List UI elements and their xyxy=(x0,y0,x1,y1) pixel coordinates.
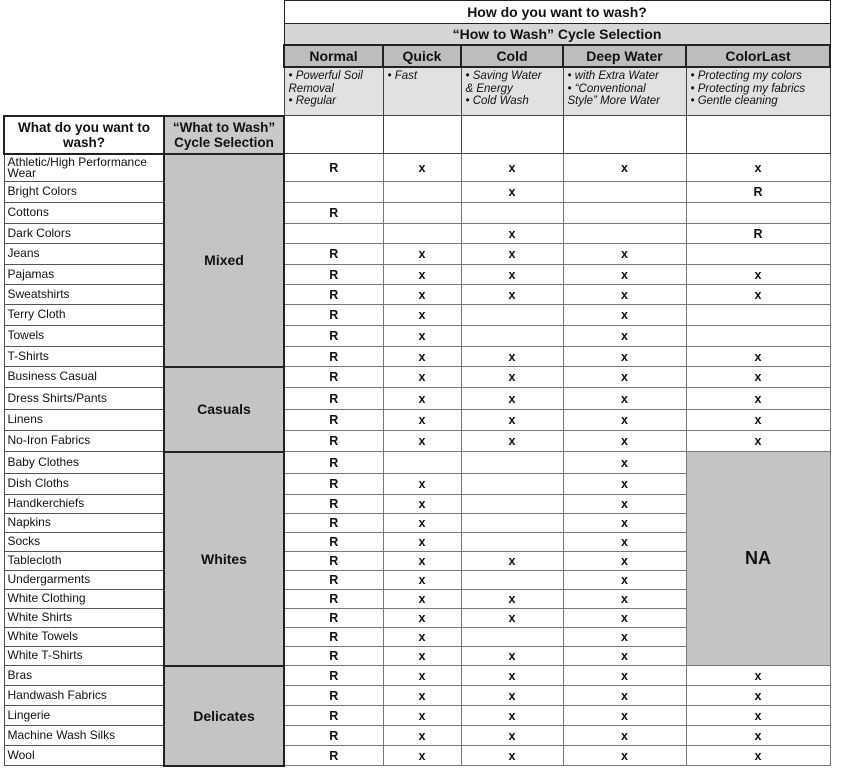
mark-cell: x xyxy=(563,533,686,552)
mark-cell: x xyxy=(686,431,830,452)
item-label: Napkins xyxy=(4,514,164,533)
mark-cell: x xyxy=(383,590,461,609)
item-label: Dress Shirts/Pants xyxy=(4,388,164,410)
mark-cell: x xyxy=(461,746,563,766)
mark-cell xyxy=(383,182,461,203)
mark-cell: x xyxy=(461,726,563,746)
mark-cell: x xyxy=(461,706,563,726)
table-row xyxy=(4,452,830,474)
mark-cell: x xyxy=(461,552,563,571)
mark-cell: x xyxy=(563,609,686,628)
item-label: Linens xyxy=(4,410,164,431)
mark-cell xyxy=(284,182,383,203)
cycle-description-line: Style” More Water xyxy=(567,95,660,107)
mark-cell: x xyxy=(686,285,830,305)
mark-cell: x xyxy=(383,533,461,552)
item-label: White T-Shirts xyxy=(4,647,164,666)
mark-cell: x xyxy=(461,686,563,706)
group-delicates: Delicates xyxy=(164,666,284,766)
table-row xyxy=(4,244,830,265)
cycle-description xyxy=(461,67,563,116)
mark-cell: R xyxy=(284,285,383,305)
item-label: Undergarments xyxy=(4,571,164,590)
mark-cell: x xyxy=(686,265,830,285)
mark-cell: x xyxy=(461,347,563,367)
cycle-header-colorlast: ColorLast xyxy=(686,45,830,67)
mark-cell: x xyxy=(563,285,686,305)
mark-cell: x xyxy=(461,590,563,609)
table-row xyxy=(4,285,830,305)
item-label: Socks xyxy=(4,533,164,552)
blank-cell xyxy=(284,116,383,154)
mark-cell: R xyxy=(284,726,383,746)
mark-cell: x xyxy=(563,706,686,726)
item-label: Baby Clothes xyxy=(4,452,164,474)
item-label: Machine Wash Silks xyxy=(4,726,164,746)
mark-cell xyxy=(461,514,563,533)
mark-cell xyxy=(461,326,563,347)
mark-cell: R xyxy=(284,410,383,431)
cycle-description xyxy=(383,67,461,116)
mark-cell: x xyxy=(563,514,686,533)
group-casuals: Casuals xyxy=(164,367,284,452)
item-label: White Towels xyxy=(4,628,164,647)
mark-cell: x xyxy=(461,244,563,265)
item-label: Dark Colors xyxy=(4,224,164,244)
mark-cell xyxy=(461,533,563,552)
item-label: Towels xyxy=(4,326,164,347)
mark-cell: R xyxy=(284,347,383,367)
mark-cell: R xyxy=(284,388,383,410)
mark-cell xyxy=(284,224,383,244)
item-label: Bras xyxy=(4,666,164,686)
mark-cell: x xyxy=(461,285,563,305)
mark-cell: x xyxy=(461,367,563,388)
item-label: T-Shirts xyxy=(4,347,164,367)
mark-cell: x xyxy=(383,746,461,766)
cycle-description-line: • with Extra Water xyxy=(567,70,659,82)
mark-cell xyxy=(686,244,830,265)
item-label: Bright Colors xyxy=(4,182,164,203)
mark-cell: x xyxy=(383,388,461,410)
mark-cell: x xyxy=(383,305,461,326)
mark-cell: x xyxy=(383,431,461,452)
mark-cell: x xyxy=(461,410,563,431)
mark-cell: x xyxy=(383,571,461,590)
item-label: Pajamas xyxy=(4,265,164,285)
cycle-description-line: • Powerful Soil xyxy=(288,70,363,82)
mark-cell: x xyxy=(461,431,563,452)
mark-cell: x xyxy=(686,410,830,431)
mark-cell: x xyxy=(563,410,686,431)
mark-cell: R xyxy=(686,182,830,203)
mark-cell: x xyxy=(383,726,461,746)
blank-cell xyxy=(383,116,461,154)
item-label: Athletic/High Performance Wear xyxy=(4,154,164,182)
mark-cell: x xyxy=(383,514,461,533)
table-row xyxy=(4,666,830,686)
table-row xyxy=(4,410,830,431)
mark-cell: x xyxy=(383,686,461,706)
mark-cell: R xyxy=(284,367,383,388)
table-row xyxy=(4,224,830,244)
item-label: Sweatshirts xyxy=(4,285,164,305)
table-row xyxy=(4,326,830,347)
mark-cell: x xyxy=(686,706,830,726)
mark-cell: x xyxy=(563,388,686,410)
mark-cell xyxy=(686,305,830,326)
cycle-description-line: • Cold Wash xyxy=(465,95,529,107)
mark-cell: R xyxy=(284,452,383,474)
mark-cell: x xyxy=(383,706,461,726)
item-label: Cottons xyxy=(4,203,164,224)
mark-cell: R xyxy=(686,224,830,244)
mark-cell: x xyxy=(461,182,563,203)
mark-cell: x xyxy=(563,347,686,367)
mark-cell xyxy=(563,182,686,203)
mark-cell xyxy=(461,571,563,590)
mark-cell: x xyxy=(383,552,461,571)
mark-cell: x xyxy=(383,326,461,347)
mark-cell xyxy=(461,305,563,326)
item-label: No-Iron Fabrics xyxy=(4,431,164,452)
mark-cell xyxy=(383,203,461,224)
mark-cell: x xyxy=(383,628,461,647)
mark-cell xyxy=(686,203,830,224)
table-row xyxy=(4,706,830,726)
mark-cell: R xyxy=(284,514,383,533)
item-label: Business Casual xyxy=(4,367,164,388)
mark-cell: R xyxy=(284,746,383,766)
mark-cell: x xyxy=(563,495,686,514)
mark-cell: R xyxy=(284,305,383,326)
table-row xyxy=(4,431,830,452)
mark-cell: x xyxy=(563,305,686,326)
mark-cell xyxy=(461,452,563,474)
mark-cell: x xyxy=(563,367,686,388)
mark-cell xyxy=(461,474,563,495)
mark-cell: x xyxy=(563,628,686,647)
cycle-description-line: & Energy xyxy=(465,82,513,95)
table-row xyxy=(4,305,830,326)
table-row xyxy=(4,686,830,706)
mark-cell xyxy=(461,203,563,224)
mark-cell: x xyxy=(686,726,830,746)
table-row xyxy=(4,203,830,224)
mark-cell: R xyxy=(284,533,383,552)
mark-cell: x xyxy=(563,154,686,182)
cycle-description-line: • “Conventional xyxy=(567,82,646,95)
mark-cell: x xyxy=(461,154,563,182)
table-row xyxy=(4,347,830,367)
mark-cell: R xyxy=(284,244,383,265)
cycle-description-line: • Gentle cleaning xyxy=(690,95,778,107)
mark-cell: R xyxy=(284,609,383,628)
mark-cell xyxy=(383,224,461,244)
mark-cell: x xyxy=(383,474,461,495)
mark-cell: x xyxy=(563,746,686,766)
mark-cell: x xyxy=(563,726,686,746)
cycle-description xyxy=(686,67,830,116)
table-row xyxy=(4,154,830,182)
item-label: White Clothing xyxy=(4,590,164,609)
blank-cell xyxy=(686,116,830,154)
mark-cell: x xyxy=(461,609,563,628)
cycle-description xyxy=(563,67,686,116)
cycle-header-cold: Cold xyxy=(461,45,563,67)
mark-cell: x xyxy=(461,388,563,410)
how-header: How do you want to wash? xyxy=(284,1,830,24)
how-sub-header: “How to Wash” Cycle Selection xyxy=(284,24,830,46)
item-label: Handwash Fabrics xyxy=(4,686,164,706)
mark-cell: x xyxy=(563,666,686,686)
mark-cell: x xyxy=(686,666,830,686)
mark-cell xyxy=(383,452,461,474)
cycle-description-line: • Protecting my colors xyxy=(690,70,802,82)
mark-cell: x xyxy=(383,347,461,367)
mark-cell xyxy=(461,628,563,647)
mark-cell: R xyxy=(284,647,383,666)
mark-cell: x xyxy=(563,265,686,285)
mark-cell: x xyxy=(461,224,563,244)
mark-cell: R xyxy=(284,154,383,182)
mark-cell: R xyxy=(284,474,383,495)
mark-cell: x xyxy=(686,388,830,410)
mark-cell: x xyxy=(563,590,686,609)
cycle-header-deep-water: Deep Water xyxy=(563,45,686,67)
table-row xyxy=(4,746,830,766)
mark-cell: R xyxy=(284,686,383,706)
mark-cell: x xyxy=(383,410,461,431)
mark-cell: x xyxy=(383,244,461,265)
mark-cell: x xyxy=(563,452,686,474)
what-sub-header: “What to Wash” Cycle Selection xyxy=(164,116,284,154)
cycle-description-line: • Fast xyxy=(387,70,418,82)
mark-cell: x xyxy=(686,154,830,182)
mark-cell: x xyxy=(563,552,686,571)
mark-cell: x xyxy=(563,474,686,495)
item-label: Handkerchiefs xyxy=(4,495,164,514)
mark-cell: x xyxy=(383,285,461,305)
blank-cell xyxy=(461,116,563,154)
mark-cell: x xyxy=(461,666,563,686)
mark-cell: x xyxy=(383,367,461,388)
cycle-header-quick: Quick xyxy=(383,45,461,67)
mark-cell xyxy=(461,495,563,514)
item-label: Lingerie xyxy=(4,706,164,726)
cycle-description-line: • Regular xyxy=(288,95,336,107)
table-row xyxy=(4,726,830,746)
mark-cell: x xyxy=(383,495,461,514)
mark-cell xyxy=(686,326,830,347)
what-header: What do you want to wash? xyxy=(4,116,164,154)
mark-cell: x xyxy=(686,686,830,706)
mark-cell: x xyxy=(383,609,461,628)
table-row xyxy=(4,182,830,203)
group-mixed: Mixed xyxy=(164,154,284,367)
cycle-header-normal: Normal xyxy=(284,45,383,67)
blank-cell xyxy=(563,116,686,154)
table-row xyxy=(4,367,830,388)
mark-cell: R xyxy=(284,431,383,452)
mark-cell: R xyxy=(284,326,383,347)
item-label: Dish Cloths xyxy=(4,474,164,495)
mark-cell: x xyxy=(461,265,563,285)
item-label: Wool xyxy=(4,746,164,766)
table-row xyxy=(4,265,830,285)
mark-cell xyxy=(563,224,686,244)
mark-cell: x xyxy=(383,265,461,285)
mark-cell: R xyxy=(284,706,383,726)
mark-cell: x xyxy=(563,431,686,452)
mark-cell: R xyxy=(284,265,383,285)
table-row xyxy=(4,388,830,410)
mark-cell: x xyxy=(686,746,830,766)
mark-cell: x xyxy=(563,647,686,666)
cycle-description xyxy=(284,67,383,116)
mark-cell: x xyxy=(563,244,686,265)
mark-cell: R xyxy=(284,666,383,686)
mark-cell: x xyxy=(383,666,461,686)
cycle-selection-table xyxy=(3,0,831,767)
mark-cell: x xyxy=(563,571,686,590)
mark-cell: R xyxy=(284,495,383,514)
mark-cell: R xyxy=(284,203,383,224)
item-label: Tablecloth xyxy=(4,552,164,571)
mark-cell: x xyxy=(686,347,830,367)
mark-cell: x xyxy=(383,647,461,666)
colorlast-na-block: NA xyxy=(686,452,830,666)
mark-cell: R xyxy=(284,590,383,609)
mark-cell: x xyxy=(686,367,830,388)
mark-cell: x xyxy=(563,686,686,706)
mark-cell: x xyxy=(563,326,686,347)
cycle-description-line: Removal xyxy=(288,82,334,95)
item-label: White Shirts xyxy=(4,609,164,628)
mark-cell: R xyxy=(284,571,383,590)
cycle-description-line: • Protecting my fabrics xyxy=(690,82,806,95)
mark-cell: x xyxy=(461,647,563,666)
cycle-description-line: • Saving Water xyxy=(465,70,542,82)
mark-cell xyxy=(563,203,686,224)
mark-cell: x xyxy=(383,154,461,182)
mark-cell: R xyxy=(284,628,383,647)
item-label: Jeans xyxy=(4,244,164,265)
item-label: Terry Cloth xyxy=(4,305,164,326)
group-whites: Whites xyxy=(164,452,284,666)
mark-cell: R xyxy=(284,552,383,571)
